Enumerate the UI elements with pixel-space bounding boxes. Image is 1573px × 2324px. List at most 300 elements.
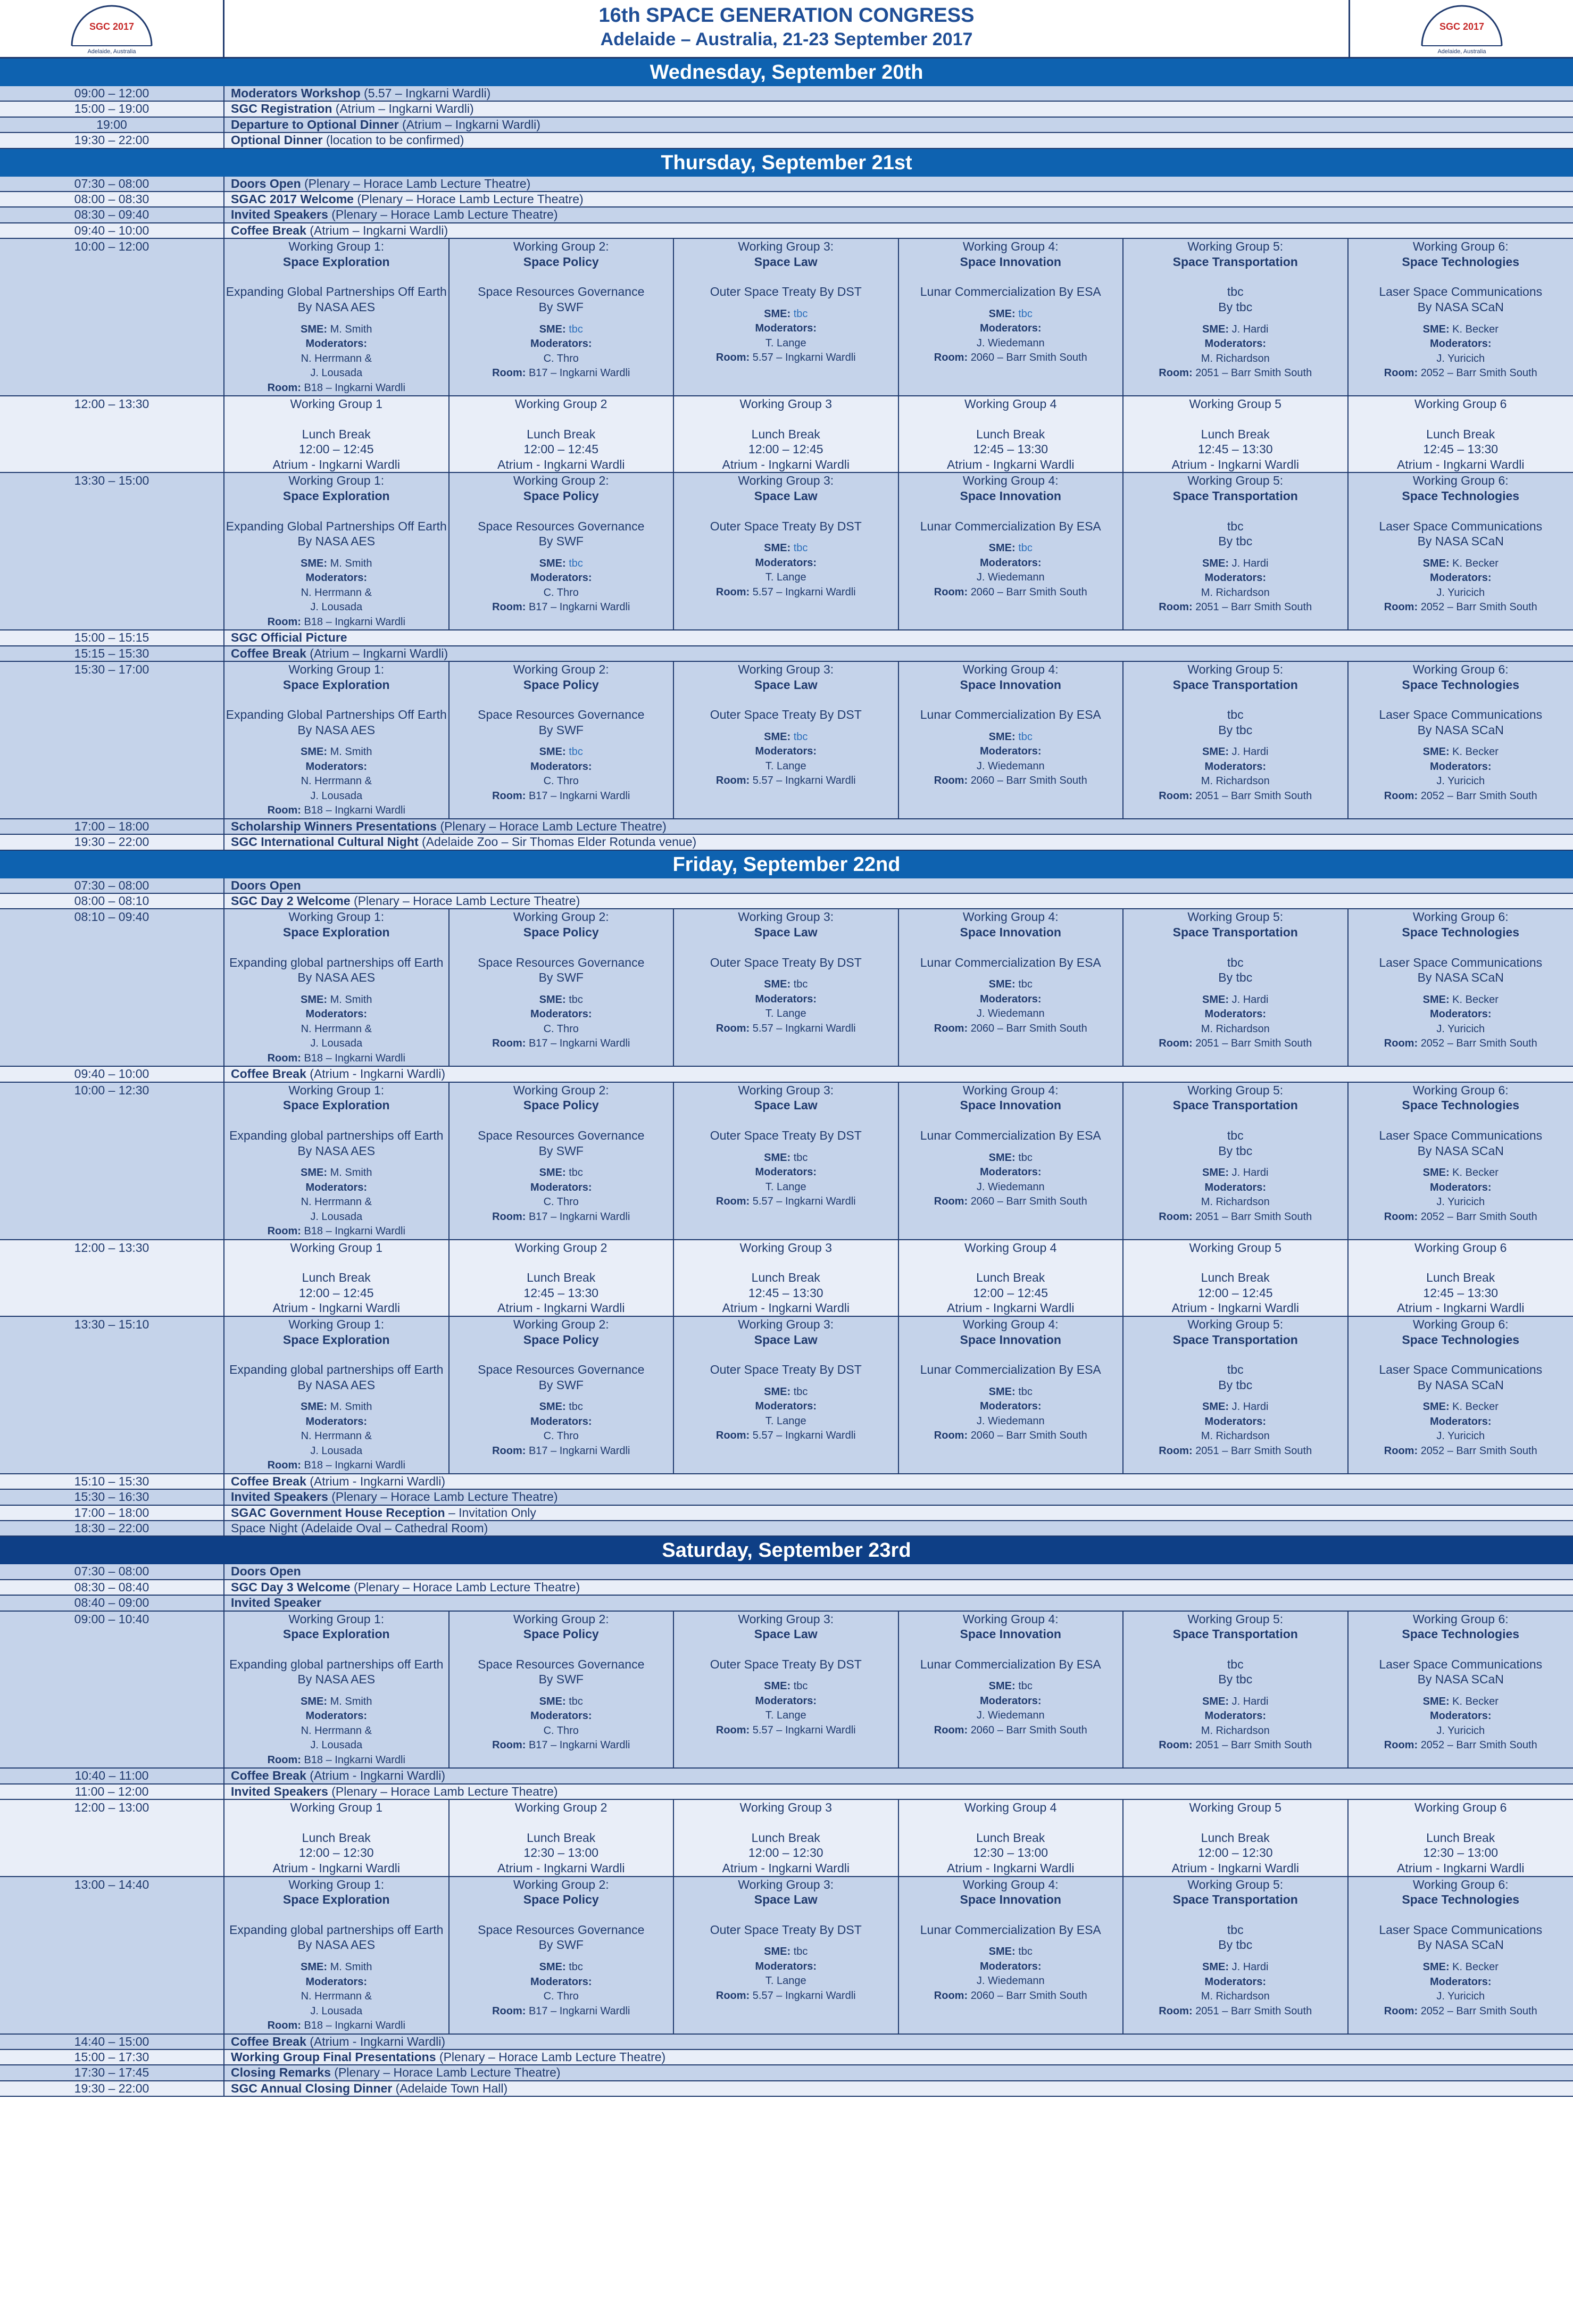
text-line: Working Group 3: <box>738 474 834 488</box>
inline-text: (Plenary – Horace Lamb Lecture Theatre) <box>328 1490 558 1504</box>
sme-line <box>899 977 1123 992</box>
agenda-description <box>224 223 448 238</box>
room-line <box>450 366 673 381</box>
inline-text: Invited Speakers <box>231 1784 328 1798</box>
inline-text: Coffee Break <box>231 2034 306 2048</box>
text-line: Space Technologies <box>1402 1098 1520 1113</box>
inline-text: Room: <box>492 1038 526 1050</box>
text-line: Working Group 3: <box>738 1317 834 1331</box>
text-line: Atrium - Ingkarni Wardli <box>1171 1301 1299 1315</box>
inline-text: 2052 – Barr Smith South <box>1420 1038 1537 1050</box>
inline-text: SME: <box>1422 1167 1450 1179</box>
text-line: N. Herrmann & <box>301 775 372 787</box>
text-line: Outer Space Treaty By DST <box>710 1922 862 1937</box>
text-line: Lunar Commercialization By ESA <box>920 519 1101 533</box>
text-line: tbc <box>1227 1128 1244 1142</box>
room-line <box>674 351 898 366</box>
inline-text: Moderators: <box>530 1710 592 1722</box>
text-line: Lunch Break <box>751 1830 820 1845</box>
spacer <box>1123 1113 1347 1128</box>
inline-text: SME: <box>539 323 566 335</box>
working-group-cell-3 <box>674 1240 899 1316</box>
text-line: Space Technologies <box>1402 1332 1520 1347</box>
moderators-label <box>674 321 898 336</box>
text-line: Space Innovation <box>960 488 1061 503</box>
inline-text: 2060 – Barr Smith South <box>970 1430 1087 1442</box>
inline-text: J. Hardi <box>1231 1167 1269 1179</box>
inline-text: Room: <box>715 1989 750 2002</box>
moderators-label <box>450 1975 673 1990</box>
working-group-cell-4 <box>899 473 1124 629</box>
spacer <box>450 549 673 557</box>
inline-text: 2052 – Barr Smith South <box>1420 1210 1537 1223</box>
sme-line <box>450 1166 673 1181</box>
inline-text: M. Smith <box>330 1167 372 1179</box>
text-line: Space Policy <box>523 1098 599 1113</box>
sme-line <box>224 745 448 760</box>
text-line: M. Richardson <box>1201 1196 1270 1208</box>
inline-text: Room: <box>934 1989 968 2002</box>
room-line <box>1123 1210 1347 1225</box>
spacer <box>224 1687 448 1695</box>
text-line: Space Exploration <box>282 925 390 940</box>
inline-text: (5.57 – Ingkarni Wardli) <box>360 86 491 100</box>
inline-text: tbc <box>569 1961 583 1973</box>
inline-text: B18 – Ingkarni Wardli <box>304 1754 405 1766</box>
spacer <box>1123 1347 1347 1362</box>
text-line: Space Policy <box>523 677 599 692</box>
text-line: tbc <box>1227 519 1244 533</box>
text-line: 12:45 – 13:30 <box>748 1285 823 1300</box>
text-line: 12:00 – 12:45 <box>748 442 823 456</box>
time-cell: 09:40 – 10:00 <box>0 1067 224 1081</box>
time-cell: 15:10 – 15:30 <box>0 1474 224 1489</box>
inline-text: 5.57 – Ingkarni Wardli <box>752 586 856 598</box>
inline-text: Room: <box>715 775 750 787</box>
spacer <box>899 1815 1123 1830</box>
inline-text: SME: <box>988 1680 1016 1692</box>
inline-text: Room: <box>1159 790 1193 802</box>
spacer <box>450 1953 673 1960</box>
agenda-description <box>224 102 474 116</box>
spacer <box>1349 1158 1573 1166</box>
moderators-label <box>1123 1007 1347 1022</box>
text-line: By NASA SCaN <box>1417 970 1504 985</box>
text-line: 12:00 – 12:45 <box>973 1285 1048 1300</box>
spacer <box>674 1377 898 1385</box>
spacer <box>1349 269 1573 284</box>
spacer <box>674 1642 898 1657</box>
text-line: Space Resources Governance <box>478 285 645 299</box>
inline-text: K. Becker <box>1452 1695 1499 1707</box>
working-group-cell-3 <box>674 662 899 818</box>
time-cell: 15:30 – 16:30 <box>0 1490 224 1504</box>
text-line: Lunch Break <box>1201 1271 1270 1285</box>
agenda-row <box>0 1596 1573 1611</box>
lunch-row <box>0 1240 1573 1317</box>
inline-text: SME: <box>301 746 328 758</box>
inline-text: SME: <box>1202 1401 1229 1413</box>
text-line: N. Herrmann & <box>301 1196 372 1208</box>
spacer <box>674 692 898 707</box>
text-line: Working Group 2: <box>513 1877 609 1891</box>
inline-text: 2051 – Barr Smith South <box>1195 1038 1312 1050</box>
page-title: 16th SPACE GENERATION CONGRESS <box>598 4 975 27</box>
inline-text: SME: <box>539 1695 566 1707</box>
text-line: Atrium - Ingkarni Wardli <box>272 457 400 471</box>
inline-text: 2060 – Barr Smith South <box>970 1196 1087 1208</box>
time-cell: 17:30 – 17:45 <box>0 2065 224 2080</box>
inline-text: (Plenary – Horace Lamb Lecture Theatre) <box>350 894 580 908</box>
text-line: C. Thro <box>543 1196 579 1208</box>
agenda-description <box>224 1521 488 1536</box>
inline-text: B18 – Ingkarni Wardli <box>304 1052 405 1064</box>
inline-text: SME: <box>301 993 328 1006</box>
text-line: N. Herrmann & <box>301 1430 372 1442</box>
inline-text: SME: <box>1422 557 1450 569</box>
text-line: C. Thro <box>543 1430 579 1442</box>
inline-text: Closing Remarks <box>231 2065 331 2080</box>
inline-text: Moderators: <box>979 993 1042 1005</box>
text-line: Working Group 3 <box>739 1240 832 1255</box>
sme-line <box>224 1960 448 1975</box>
text-line: Working Group 3 <box>739 397 832 411</box>
text-line: Working Group 5: <box>1187 1612 1284 1626</box>
moderators-label <box>899 1694 1123 1709</box>
inline-text: SME: <box>1202 993 1229 1006</box>
agenda-row <box>0 2065 1573 2081</box>
inline-text: 2052 – Barr Smith South <box>1420 367 1537 379</box>
text-line: Working Group 6: <box>1412 910 1509 924</box>
spacer <box>1123 1953 1347 1960</box>
spacer <box>224 1392 448 1400</box>
inline-text: 2060 – Barr Smith South <box>970 1724 1087 1736</box>
inline-text: (Adelaide Zoo – Sir Thomas Elder Rotunda venue) <box>418 835 697 849</box>
text-line: Lunar Commercialization By ESA <box>920 955 1101 969</box>
working-group-row <box>0 1612 1573 1769</box>
inline-text: Room: <box>934 352 968 364</box>
agenda-description <box>224 1596 321 1610</box>
moderators-label <box>674 992 898 1007</box>
text-line: N. Herrmann & <box>301 352 372 364</box>
inline-text: SME: <box>1202 1961 1229 1973</box>
spacer <box>1123 1907 1347 1922</box>
text-line: J. Yuricich <box>1436 1724 1485 1737</box>
text-line: Working Group 5: <box>1187 239 1284 254</box>
room-line <box>1349 2004 1573 2019</box>
text-line: J. Yuricich <box>1436 1023 1485 1035</box>
time-cell: 08:00 – 08:10 <box>0 894 224 908</box>
text-line: Working Group 5: <box>1187 910 1284 924</box>
sme-line <box>224 557 448 571</box>
moderators-label <box>1123 760 1347 775</box>
working-group-cell-4 <box>899 662 1124 818</box>
inline-text: Moderators: <box>755 1960 817 1972</box>
spacer <box>450 1392 673 1400</box>
text-line: J. Wiedemann <box>976 1975 1045 1987</box>
text-line: Space Law <box>754 1332 818 1347</box>
text-line: By NASA SCaN <box>1417 1672 1504 1687</box>
text-line: tbc <box>1227 1363 1244 1377</box>
time-cell: 07:30 – 08:00 <box>0 177 224 191</box>
spacer <box>450 1907 673 1922</box>
working-group-cell-1 <box>224 1877 450 2034</box>
text-line: Space Exploration <box>282 1098 390 1113</box>
sgc-logo-left <box>0 0 224 57</box>
sme-line <box>1349 993 1573 1008</box>
text-line: J. Lousada <box>310 1739 363 1752</box>
moderators-label <box>224 337 448 352</box>
working-group-cell-2 <box>450 1317 675 1473</box>
text-line: Space Innovation <box>960 1098 1061 1113</box>
agenda-description <box>224 208 558 222</box>
inline-text: SME: <box>539 1167 566 1179</box>
time-cell: 15:00 – 15:15 <box>0 630 224 645</box>
text-line: Lunch Break <box>976 427 1045 441</box>
sme-line <box>224 1695 448 1709</box>
inline-text: M. Smith <box>330 1401 372 1413</box>
inline-text: tbc <box>1018 1680 1033 1692</box>
room-line <box>1123 600 1347 615</box>
room-line <box>224 381 448 396</box>
inline-text: 2060 – Barr Smith South <box>970 775 1087 787</box>
agenda-description <box>224 1769 445 1783</box>
text-line: By SWF <box>538 1938 584 1952</box>
inline-text: Coffee Break <box>231 1769 306 1783</box>
inline-text: SME: <box>301 557 328 569</box>
inline-text: SME: <box>1202 323 1229 335</box>
moderators-label <box>1349 1975 1573 1990</box>
spacer <box>1123 692 1347 707</box>
inline-text: Moderators: <box>530 760 592 773</box>
text-line: Space Transportation <box>1172 1332 1298 1347</box>
text-line: By NASA AES <box>297 534 376 549</box>
inline-text: Invited Speaker <box>231 1596 322 1610</box>
room-line <box>450 1444 673 1459</box>
text-line: Working Group 6 <box>1414 397 1507 411</box>
room-line <box>899 351 1123 366</box>
time-cell: 07:30 – 08:00 <box>0 878 224 893</box>
spacer <box>1349 549 1573 557</box>
moderators-label <box>674 1960 898 1974</box>
inline-text: 2052 – Barr Smith South <box>1420 1445 1537 1457</box>
text-line: By NASA AES <box>297 970 376 985</box>
working-group-cell-2 <box>450 396 675 472</box>
inline-text: Room: <box>715 352 750 364</box>
text-line: Working Group 6: <box>1412 1083 1509 1097</box>
text-line: By NASA AES <box>297 1672 376 1687</box>
inline-text: SME: <box>301 1401 328 1413</box>
moderators-label <box>674 1399 898 1414</box>
text-line: C. Thro <box>543 586 579 599</box>
inline-text: Room: <box>1384 367 1418 379</box>
inline-text: tbc <box>569 1695 583 1707</box>
sme-line <box>899 1679 1123 1694</box>
sme-line <box>450 1960 673 1975</box>
room-line <box>450 1738 673 1753</box>
sme-line <box>899 1385 1123 1400</box>
spacer <box>674 1907 898 1922</box>
room-line <box>899 1022 1123 1036</box>
spacer <box>1349 692 1573 707</box>
text-line: Atrium - Ingkarni Wardli <box>1397 1301 1525 1315</box>
room-line <box>674 585 898 600</box>
text-line: Outer Space Treaty By DST <box>710 708 862 722</box>
text-line: By SWF <box>538 300 584 314</box>
working-group-cell-1 <box>224 1240 450 1316</box>
time-cell: 14:40 – 15:00 <box>0 2035 224 2049</box>
inline-text: SME: <box>301 323 328 335</box>
text-line: 12:00 – 12:45 <box>298 442 374 456</box>
text-line: C. Thro <box>543 352 579 364</box>
text-line: M. Richardson <box>1201 1990 1270 2002</box>
inline-text: Room: <box>934 1196 968 1208</box>
spacer <box>224 315 448 322</box>
text-line: Working Group 3: <box>738 1083 834 1097</box>
text-line: Atrium - Ingkarni Wardli <box>272 1301 400 1315</box>
inline-text: Room: <box>934 1430 968 1442</box>
text-line: Lunch Break <box>1201 427 1270 441</box>
text-line: By tbc <box>1218 300 1253 314</box>
inline-text: 2051 – Barr Smith South <box>1195 367 1312 379</box>
agenda-row <box>0 2050 1573 2065</box>
moderators-label <box>674 744 898 759</box>
day-header: Friday, September 22nd <box>0 851 1573 878</box>
inline-text: SME: <box>1422 746 1450 758</box>
text-line: Expanding global partnerships off Earth <box>229 1128 444 1142</box>
inline-text: SME: <box>1422 1401 1450 1413</box>
text-line: Laser Space Communications <box>1379 955 1543 969</box>
text-line: Working Group 4 <box>964 1240 1057 1255</box>
text-line: Atrium - Ingkarni Wardli <box>497 1861 625 1875</box>
working-group-cell-2 <box>450 473 675 629</box>
room-line <box>1349 366 1573 381</box>
text-line: Working Group 5: <box>1187 1877 1284 1891</box>
text-line: Outer Space Treaty By DST <box>710 1657 862 1671</box>
inline-text: SGC Annual Closing Dinner <box>231 2081 393 2095</box>
working-group-cell-6 <box>1349 239 1573 395</box>
inline-text: Room: <box>1384 601 1418 613</box>
text-line: M. Richardson <box>1201 1430 1270 1442</box>
sme-line <box>674 977 898 992</box>
inline-text: tbc <box>1018 1151 1033 1164</box>
room-line <box>450 2004 673 2019</box>
spacer <box>450 737 673 745</box>
inline-text: Room: <box>1159 2005 1193 2017</box>
text-line: Space Law <box>754 1893 818 1907</box>
inline-text: SGC Day 2 Welcome <box>231 894 351 908</box>
inline-text: Moderators: <box>979 745 1042 758</box>
inline-text: Moderators: <box>755 745 817 758</box>
text-line: Atrium - Ingkarni Wardli <box>1397 457 1525 471</box>
spacer <box>899 940 1123 955</box>
spacer <box>1123 1255 1347 1270</box>
text-line: Lunar Commercialization By ESA <box>920 1363 1101 1377</box>
room-line <box>224 1051 448 1066</box>
agenda-row <box>0 1474 1573 1490</box>
agenda-row <box>0 646 1573 662</box>
inline-text: M. Smith <box>330 1961 372 1973</box>
inline-text: (Plenary – Horace Lamb Lecture Theatre) <box>353 192 584 206</box>
text-line: Laser Space Communications <box>1379 1363 1543 1377</box>
text-line: By SWF <box>538 534 584 549</box>
inline-text: SME: <box>301 1695 328 1707</box>
inline-text: B18 – Ingkarni Wardli <box>304 1225 405 1238</box>
moderators-label <box>674 1165 898 1180</box>
text-line: Working Group 3: <box>738 1612 834 1626</box>
inline-text: K. Becker <box>1452 323 1499 335</box>
agenda-row <box>0 2035 1573 2050</box>
inline-text: Coffee Break <box>231 1474 306 1488</box>
agenda-description <box>224 1474 445 1489</box>
text-line: Space Law <box>754 254 818 269</box>
text-line: Laser Space Communications <box>1379 1128 1543 1142</box>
inline-text: (Plenary – Horace Lamb Lecture Theatre) <box>328 1784 558 1798</box>
text-line: Atrium - Ingkarni Wardli <box>722 1861 850 1875</box>
inline-text: 5.57 – Ingkarni Wardli <box>752 1196 856 1208</box>
header <box>0 0 1573 59</box>
sme-line <box>1349 1166 1573 1181</box>
text-line: T. Lange <box>765 760 806 772</box>
text-line: Working Group 4: <box>962 1612 1059 1626</box>
text-line: Lunar Commercialization By ESA <box>920 708 1101 722</box>
inline-text: SME: <box>764 542 791 554</box>
sme-line <box>1349 1400 1573 1415</box>
spacer <box>674 1815 898 1830</box>
working-group-cell-5 <box>1123 396 1349 472</box>
inline-text: SME: <box>764 1385 791 1398</box>
text-line: Space Technologies <box>1402 254 1520 269</box>
inline-text: Moderators: <box>979 1166 1042 1178</box>
inline-text: Room: <box>1384 790 1418 802</box>
inline-text: K. Becker <box>1452 746 1499 758</box>
agenda-description <box>224 192 584 206</box>
inline-text: 2060 – Barr Smith South <box>970 1989 1087 2002</box>
agenda-row <box>0 86 1573 102</box>
sme-line <box>674 1151 898 1166</box>
agenda-row <box>0 1521 1573 1537</box>
text-line: Laser Space Communications <box>1379 1657 1543 1671</box>
inline-text: M. Smith <box>330 557 372 569</box>
room-line <box>1349 600 1573 615</box>
inline-text: Room: <box>934 1022 968 1034</box>
inline-text: 5.57 – Ingkarni Wardli <box>752 1724 856 1736</box>
working-group-cell-2 <box>450 909 675 1066</box>
inline-text: 5.57 – Ingkarni Wardli <box>752 775 856 787</box>
inline-text: B18 – Ingkarni Wardli <box>304 2020 405 2031</box>
text-line: Working Group 5: <box>1187 474 1284 488</box>
time-cell: 08:00 – 08:30 <box>0 192 224 206</box>
text-line: Expanding global partnerships off Earth <box>229 1657 444 1671</box>
working-group-cell-1 <box>224 662 450 818</box>
working-group-cell-1 <box>224 396 450 472</box>
text-line: Lunch Break <box>976 1830 1045 1845</box>
text-line: Outer Space Treaty By DST <box>710 1363 862 1377</box>
text-line: Lunch Break <box>976 1271 1045 1285</box>
inline-text: J. Hardi <box>1231 557 1269 569</box>
text-line: By NASA AES <box>297 1938 376 1952</box>
inline-text: SME: <box>539 1401 566 1413</box>
inline-text: Moderators: <box>979 322 1042 335</box>
sme-line <box>899 730 1123 745</box>
moderators-label <box>450 337 673 352</box>
time-cell: 08:30 – 09:40 <box>0 208 224 222</box>
spacer <box>450 1158 673 1166</box>
time-cell: 12:00 – 13:30 <box>0 396 224 472</box>
text-line: 12:45 – 13:30 <box>1197 442 1273 456</box>
text-line: J. Yuricich <box>1436 586 1485 599</box>
text-line: J. Yuricich <box>1436 1990 1485 2002</box>
